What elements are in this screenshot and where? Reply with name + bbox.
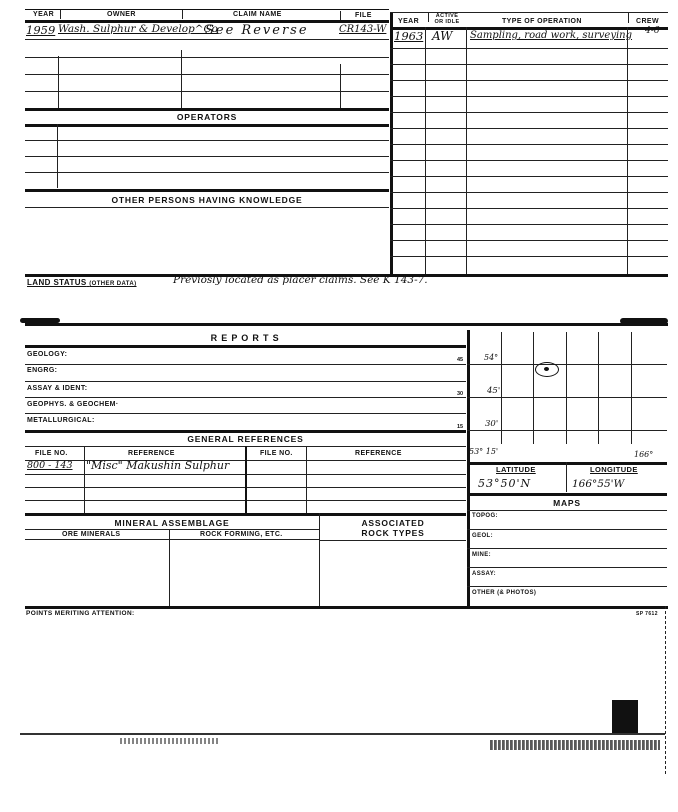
grid-tick: 45 — [457, 357, 464, 363]
divider — [182, 9, 183, 19]
rule — [25, 9, 389, 10]
other-persons-title: OTHER PERSONS HAVING KNOWLEDGE — [111, 195, 303, 205]
divider — [467, 330, 470, 606]
rule — [25, 74, 389, 75]
rule — [467, 586, 667, 587]
rule — [25, 606, 668, 609]
general-references-title: GENERAL REFERENCES — [187, 434, 304, 444]
rule — [25, 124, 389, 127]
scan-artifact — [120, 738, 220, 744]
associated-title-line-2: ROCK TYPES — [361, 528, 425, 538]
rule — [319, 540, 466, 541]
maps-title: MAPS — [553, 498, 581, 508]
ref-reference-value: "Misc" Makushin Sulphur — [86, 459, 230, 472]
rule — [25, 189, 389, 192]
header-owner: OWNER — [107, 11, 136, 18]
ref-file-no-value: 800 - 143 — [27, 460, 73, 471]
rule — [25, 513, 466, 516]
map-mine: MINE: — [472, 552, 491, 558]
map-other-photos: OTHER (& PHOTOS) — [472, 590, 537, 596]
header-reference-2: REFERENCE — [355, 450, 402, 457]
grid-line — [566, 332, 567, 444]
op-type-value: Sampling, road work, surveying — [470, 30, 633, 41]
location-circle-icon — [535, 362, 559, 377]
edge-line — [665, 606, 666, 774]
claim-name-value: See Reverse — [205, 23, 309, 38]
owner-name-value: Wash. Sulphur & Develop^Co — [58, 23, 218, 35]
latitude-value: 53°50'N — [478, 477, 532, 490]
divider — [57, 124, 58, 188]
lat-mark-30: 30' — [485, 419, 499, 429]
associated-title-line-1: ASSOCIATED — [361, 518, 425, 528]
report-geophys-geochem: GEOPHYS. & GEOCHEM· — [27, 401, 119, 408]
rule — [25, 529, 319, 530]
divider — [245, 446, 247, 513]
header-file-no-2: FILE NO. — [260, 450, 293, 457]
rule — [467, 548, 667, 549]
rule — [25, 57, 389, 58]
file-value: CR143-W — [339, 24, 387, 35]
report-geology: GEOLOGY: — [27, 351, 68, 358]
divider — [628, 13, 629, 23]
rule — [25, 345, 466, 348]
mineral-assemblage-title: MINERAL ASSEMBLAGE — [114, 518, 230, 528]
map-assay: ASSAY: — [472, 571, 497, 577]
rule — [25, 207, 389, 208]
land-status-label — [27, 278, 137, 287]
grid-line — [467, 397, 667, 398]
rule — [467, 510, 667, 511]
scan-artifact — [490, 740, 660, 750]
divider — [466, 27, 467, 274]
report-engrg: ENGRG: — [27, 367, 58, 374]
report-metallurgical: METALLURGICAL: — [27, 417, 95, 424]
land-status-sublabel: (OTHER DATA) — [89, 281, 137, 287]
grid-line — [533, 332, 534, 444]
grid-line — [631, 332, 632, 444]
op-year-value: 1963 — [394, 29, 424, 43]
scan-artifact — [612, 700, 638, 733]
longitude-label: LONGITUDE — [590, 465, 638, 474]
rule — [25, 108, 389, 111]
op-crew-value: 4-6 — [645, 26, 660, 36]
reports-title: R E P O R T S — [210, 333, 280, 343]
map-topog: TOPOG: — [472, 513, 498, 519]
rule — [467, 529, 667, 530]
header-crew: CREW — [636, 18, 659, 25]
grid-line — [598, 332, 599, 444]
header-active-idle: ACTIVE OR IDLE — [434, 13, 460, 25]
divider — [340, 64, 341, 108]
rule — [25, 323, 668, 326]
rule — [20, 733, 665, 735]
grid-line — [467, 430, 667, 431]
location-dot-icon — [544, 367, 549, 371]
rule — [25, 156, 389, 157]
divider — [169, 529, 170, 606]
divider — [566, 462, 567, 492]
grid-line — [467, 364, 667, 365]
rule — [25, 430, 466, 433]
land-status-value: Previosly located as placer claims. See K 143-7. — [173, 274, 428, 286]
rule — [25, 172, 389, 173]
divider — [306, 446, 307, 513]
map-geol: GEOL: — [472, 533, 493, 539]
points-meriting-attention-label: POINTS MERITING ATTENTION: — [26, 610, 135, 617]
divider — [627, 27, 628, 274]
rule — [467, 567, 667, 568]
form-number: SP 7612 — [636, 611, 658, 617]
header-file: FILE — [355, 12, 372, 19]
report-assay-ident: ASSAY & IDENT: — [27, 385, 88, 392]
lat-mark-53-15: 53° 15' — [469, 447, 499, 456]
rule — [25, 397, 466, 398]
rule — [25, 140, 389, 141]
rule — [25, 91, 389, 92]
longitude-value: 166°55'W — [572, 478, 625, 490]
divider — [181, 50, 182, 108]
rule — [25, 413, 466, 414]
rule — [467, 493, 667, 496]
header-year: YEAR — [33, 11, 55, 18]
header-type-of-operation: TYPE OF OPERATION — [502, 18, 582, 25]
rule — [25, 381, 466, 382]
lat-mark-45: 45' — [487, 386, 501, 396]
rule — [25, 364, 466, 365]
grid-tick: 30 — [457, 391, 464, 397]
grid-line — [501, 332, 502, 444]
operators-title: OPERATORS — [176, 112, 238, 122]
latitude-label: LATITUDE — [496, 465, 536, 474]
op-active-value: AW — [432, 29, 453, 43]
lat-mark-54: 54° — [484, 353, 499, 362]
divider — [428, 13, 429, 22]
rule — [25, 39, 389, 40]
header-rock-forming: ROCK FORMING, ETC. — [200, 531, 283, 538]
divider — [60, 9, 61, 19]
divider — [390, 12, 393, 274]
rule — [25, 539, 319, 540]
header-reference: REFERENCE — [128, 450, 175, 457]
associated-rock-types-title — [320, 518, 466, 538]
header-file-no: FILE NO. — [35, 450, 68, 457]
divider — [58, 56, 59, 108]
header-op-year: YEAR — [398, 18, 420, 25]
land-status-label-text: LAND STATUS — [27, 278, 87, 287]
lon-mark-166: 166° — [634, 450, 654, 459]
owner-year-value: 1959 — [26, 23, 56, 37]
header-ore-minerals: ORE MINERALS — [62, 531, 121, 538]
grid-tick: 15 — [457, 424, 464, 430]
divider — [425, 27, 426, 274]
header-claim-name: CLAIM NAME — [233, 11, 282, 18]
divider — [84, 446, 85, 513]
